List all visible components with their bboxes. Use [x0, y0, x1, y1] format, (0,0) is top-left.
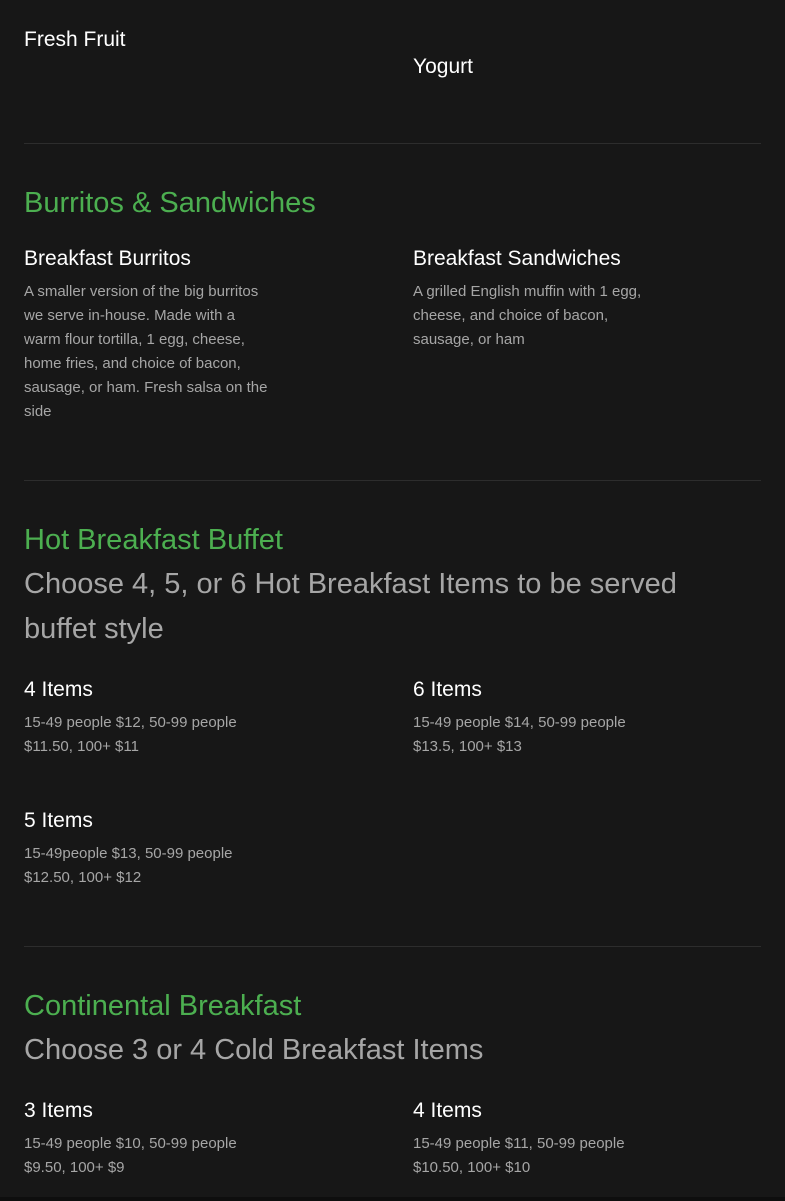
menu-item-continental-4-items [413, 1098, 648, 1180]
section-divider [24, 480, 761, 481]
menu-item-breakfast-burritos [24, 246, 274, 424]
menu-item-breakfast-sandwiches [413, 246, 658, 352]
menu-item-yogurt: Yogurt [413, 55, 473, 78]
section-title-burritos-sandwiches: Burritos & Sandwiches [24, 187, 316, 219]
menu-item-name: 6 Items [413, 678, 482, 701]
page-bottom-edge [0, 1197, 785, 1201]
menu-item-hot-4-items [24, 677, 259, 759]
menu-item-price: 15-49 people $12, 50-99 people $11.50, 100+ $11 [24, 714, 237, 755]
section-subtitle-continental-breakfast: Choose 3 or 4 Cold Breakfast Items [24, 1034, 484, 1066]
menu-item-name: Breakfast Burritos [24, 247, 191, 270]
section-title-hot-breakfast-buffet: Hot Breakfast Buffet [24, 524, 283, 556]
menu-item-price: 15-49 people $11, 50-99 people $10.50, 100+ $10 [413, 1135, 625, 1176]
menu-item-hot-5-items [24, 808, 259, 890]
menu-item-price: 15-49 people $10, 50-99 people $9.50, 100+ $9 [24, 1135, 237, 1176]
menu-item-continental-3-items [24, 1098, 259, 1180]
section-subtitle-hot-breakfast-buffet: Choose 4, 5, or 6 Hot Breakfast Items to be served buffet style [24, 568, 677, 645]
menu-item-description: A smaller version of the big burritos we serve in-house. Made with a warm flour tortilla, 1 egg, cheese, home fries, and choice of bacon, sausage, or ham. Fresh salsa on the side [24, 283, 268, 420]
menu-item-price: 15-49people $13, 50-99 people $12.50, 100+ $12 [24, 845, 233, 886]
menu-item-hot-6-items [413, 677, 648, 759]
section-divider [24, 143, 761, 144]
section-divider [24, 946, 761, 947]
menu-item-price: 15-49 people $14, 50-99 people $13.5, 100+ $13 [413, 714, 626, 755]
menu-item-name: 3 Items [24, 1099, 93, 1122]
menu-item-description: A grilled English muffin with 1 egg, cheese, and choice of bacon, sausage, or ham [413, 283, 642, 348]
menu-item-name: 5 Items [24, 809, 93, 832]
menu-item-name: 4 Items [413, 1099, 482, 1122]
menu-item-name: Breakfast Sandwiches [413, 247, 621, 270]
menu-item-name: 4 Items [24, 678, 93, 701]
section-title-continental-breakfast: Continental Breakfast [24, 990, 302, 1022]
menu-item-fresh-fruit: Fresh Fruit [24, 28, 126, 51]
